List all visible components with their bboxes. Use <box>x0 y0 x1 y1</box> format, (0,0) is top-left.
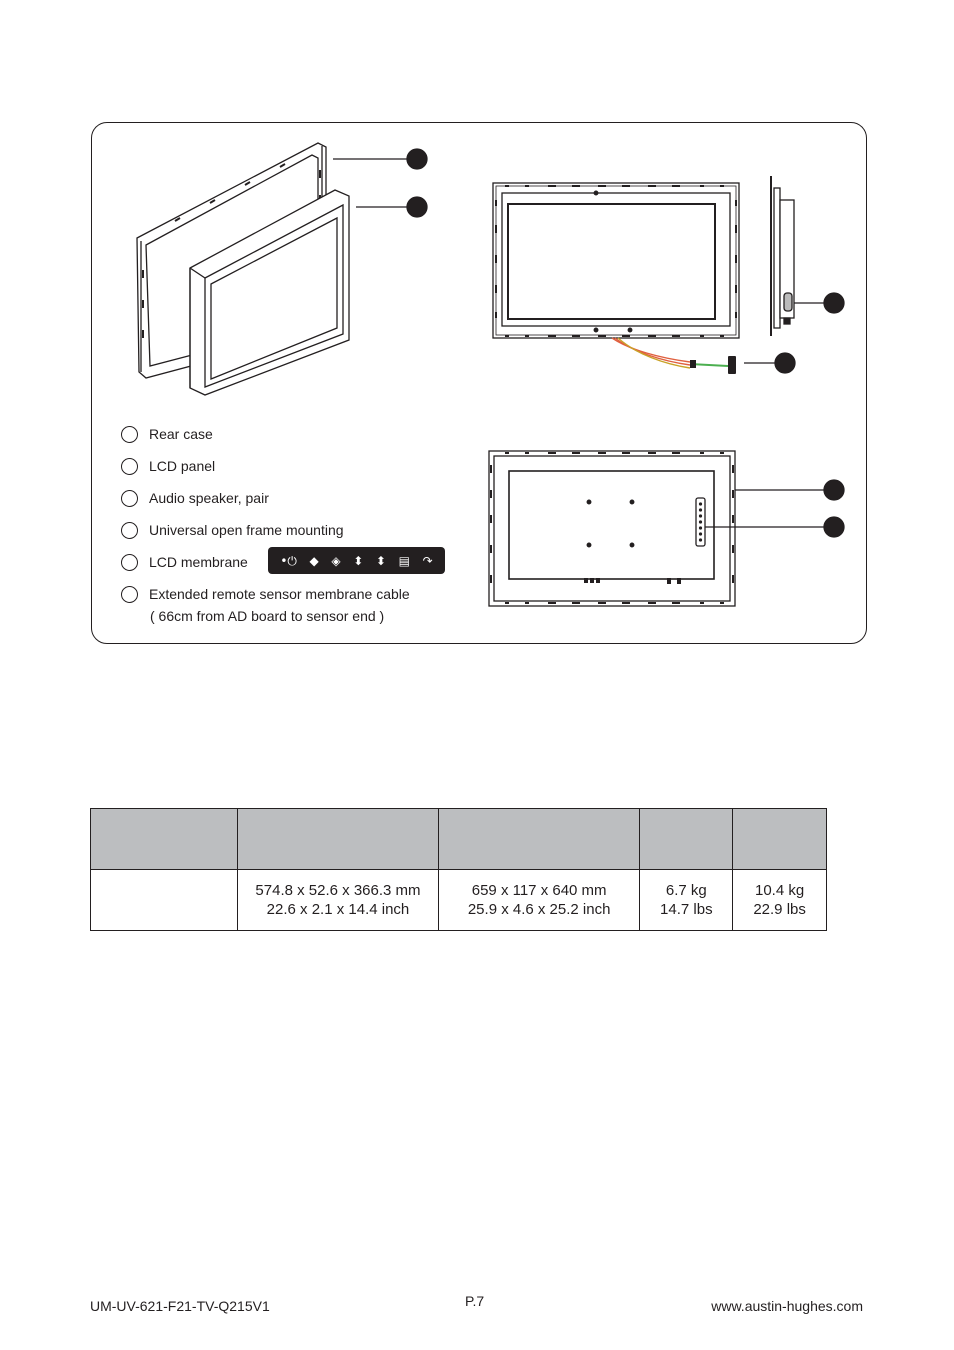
contrast-icon: ◈ <box>331 553 341 568</box>
cell-line: 10.4 kg <box>754 882 805 899</box>
footer-page-number: P.7 <box>465 1293 485 1309</box>
table-header-cell <box>640 809 733 870</box>
footer-website: www.austin-hughes.com <box>711 1298 863 1314</box>
front-view-drawing <box>493 183 739 338</box>
legend-marker-icon <box>121 458 138 475</box>
legend-label: Rear case <box>149 426 213 442</box>
table-header-row <box>91 809 827 870</box>
legend-item-lcd-membrane <box>121 552 248 572</box>
cell-line: 22.9 lbs <box>753 901 806 918</box>
table-header-cell <box>238 809 439 870</box>
callout-markers-front <box>744 353 795 373</box>
specification-table <box>90 808 827 931</box>
legend-marker-icon <box>121 490 138 507</box>
legend-item-lcd-panel <box>121 456 215 476</box>
legend-item-mounting <box>121 520 344 540</box>
up-down-icon: ⬍ <box>353 553 364 568</box>
legend-marker-icon <box>121 554 138 571</box>
legend-item-audio-speaker <box>121 488 269 508</box>
legend-item-remote-cable <box>121 584 410 604</box>
membrane-keypad <box>268 547 445 574</box>
table-header-cell <box>91 809 238 870</box>
callout-markers-side <box>794 293 844 313</box>
return-icon: ↷ <box>422 553 433 568</box>
table-cell-model <box>91 870 238 931</box>
table-row <box>91 870 827 931</box>
legend-marker-icon <box>121 426 138 443</box>
legend-label: Extended remote sensor membrane cable <box>149 586 410 602</box>
menu-arrows-icon: ⬍ <box>375 553 386 568</box>
legend-marker-icon <box>121 522 138 539</box>
footer-doc-id: UM-UV-621-F21-TV-Q215V1 <box>90 1298 270 1314</box>
rear-view-drawing <box>489 451 735 606</box>
legend-label: LCD membrane <box>149 554 248 570</box>
table-cell-net-weight <box>640 870 733 931</box>
legend-marker-icon <box>121 586 138 603</box>
cell-line: 25.9 x 4.6 x 25.2 inch <box>467 901 611 918</box>
legend-label: Universal open frame mounting <box>149 522 344 538</box>
table-cell-gross-weight <box>733 870 827 931</box>
cell-line: 574.8 x 52.6 x 366.3 mm <box>255 882 421 899</box>
cell-line: 659 x 117 x 640 mm <box>471 882 607 899</box>
cell-line: 14.7 lbs <box>660 901 713 918</box>
legend-label: LCD panel <box>149 458 216 474</box>
legend-label: Audio speaker, pair <box>149 490 269 506</box>
cable-length-note: ( 66cm from AD board to sensor end ) <box>150 608 385 624</box>
cell-line: 6.7 kg <box>665 882 707 899</box>
table-header-cell <box>438 809 640 870</box>
side-view-drawing <box>771 176 794 336</box>
sensor-cable-drawing <box>612 338 736 374</box>
table-cell-package-dimensions <box>438 870 640 931</box>
table-header-cell <box>733 809 827 870</box>
table-cell-dimensions <box>238 870 439 931</box>
legend-item-rear-case <box>121 424 213 444</box>
power-icon: •⏻ <box>280 553 297 568</box>
source-icon: ▤ <box>398 553 410 568</box>
cell-line: 22.6 x 2.1 x 14.4 inch <box>266 901 410 918</box>
brightness-icon: ◆ <box>309 553 319 568</box>
